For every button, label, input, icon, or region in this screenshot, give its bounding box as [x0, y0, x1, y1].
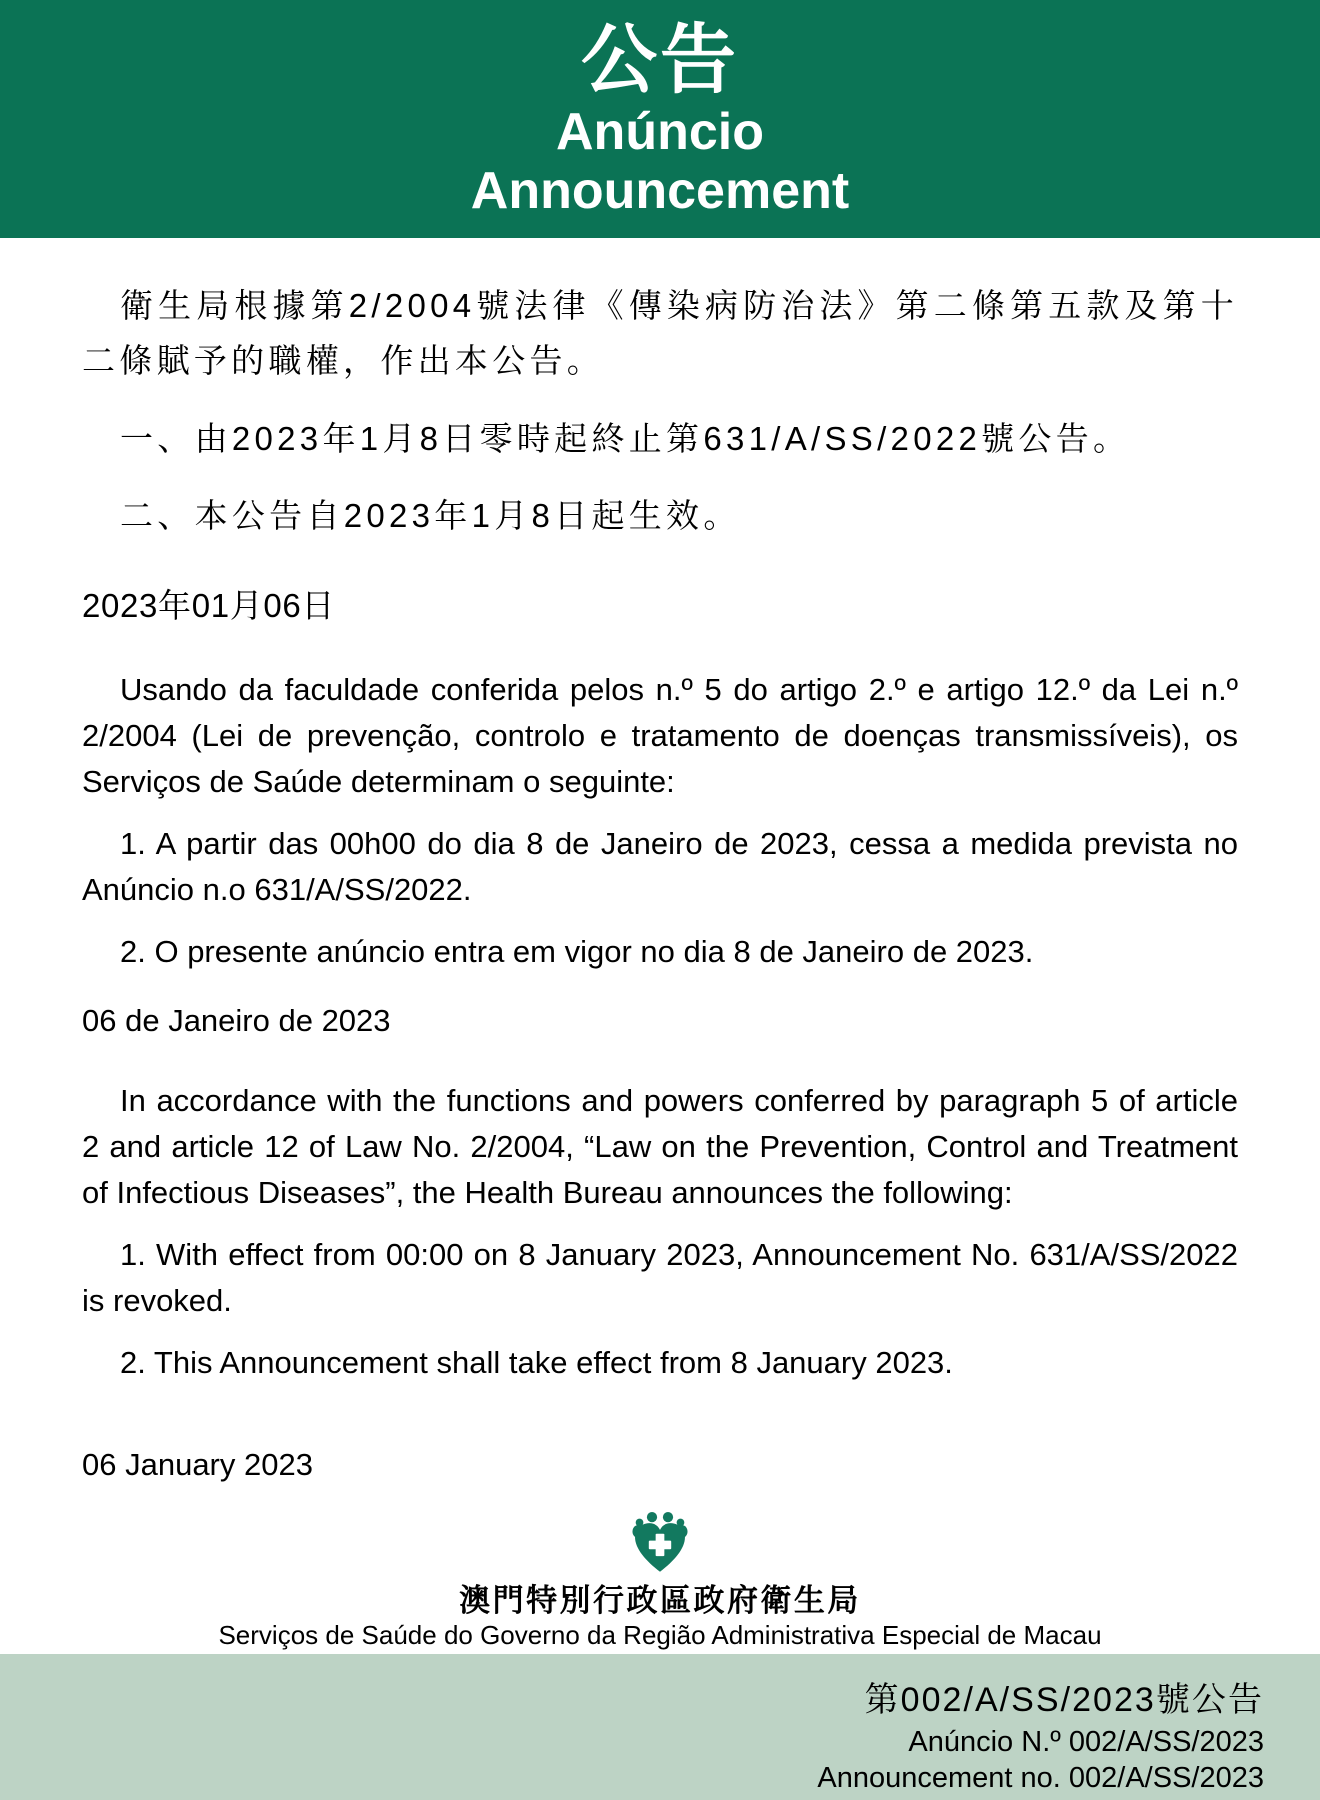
document-body: [0, 238, 1320, 1487]
reference-number-portuguese: Anúncio N.º 002/A/SS/2023: [908, 1725, 1264, 1758]
footer-reference-band: [0, 1654, 1320, 1800]
english-item-1: 1. With effect from 00:00 on 8 January 2023, Announcement No. 631/A/SS/2022 is revoked.: [82, 1236, 1238, 1318]
issuer-name-chinese: 澳門特別行政區政府衛生局: [459, 1583, 861, 1619]
chinese-date: 2023年01月06日: [82, 586, 336, 624]
reference-number-chinese: 第002/A/SS/2023號公告: [864, 1681, 1264, 1719]
english-intro-paragraph: In accordance with the functions and powers conferred by paragraph 5 of article 2 and article 12 of Law No. 2/2004, “Law on the Prevention, Control and Treatment of Infectious Diseases”, the Health Bureau announces the following:: [82, 1083, 1238, 1211]
english-item-2: 2. This Announcement shall take effect from 8 January 2023.: [120, 1344, 953, 1380]
portuguese-item-1: 1. A partir das 00h00 do dia 8 de Janeiro de 2023, cessa a medida prevista no Anúncio n.o 631/A/SS/2022.: [82, 825, 1238, 907]
header-title-chinese: 公告: [580, 18, 740, 104]
issuer-block: [0, 1510, 1320, 1654]
section-chinese: [82, 278, 1238, 633]
header-title-portuguese: Anúncio: [556, 103, 764, 162]
issuer-name-portuguese: Serviços de Saúde do Governo da Região Administrativa Especial de Macau: [218, 1619, 1102, 1650]
portuguese-date: 06 de Janeiro de 2023: [82, 1003, 391, 1039]
portuguese-item-2: 2. O presente anúncio entra em vigor no dia 8 de Janeiro de 2023.: [120, 933, 1034, 969]
section-portuguese: [82, 667, 1238, 1044]
header-banner: [0, 0, 1320, 238]
english-date: 06 January 2023: [82, 1446, 313, 1482]
portuguese-intro-paragraph: Usando da faculdade conferida pelos n.º 5 do artigo 2.º e artigo 12.º da Lei n.º 2/2004 (Lei de prevenção, controlo e tratamento de doenças transmissíveis), os Serviços de Saúde determinam o seguinte:: [82, 672, 1238, 799]
health-bureau-heart-cross-logo-icon: [628, 1510, 692, 1576]
chinese-item-1: 一、由2023年1月8日零時起終止第631/A/SS/2022號公告。: [120, 419, 1131, 457]
reference-number-english: Announcement no. 002/A/SS/2023: [817, 1761, 1264, 1794]
header-title-english: Announcement: [470, 161, 850, 220]
section-english: [82, 1078, 1238, 1487]
chinese-intro-paragraph: 衛生局根據第2/2004號法律《傳染病防治法》第二條第五款及第十二條賦予的職權，作出本公告。: [82, 287, 1238, 380]
chinese-item-2: 二、本公告自2023年1月8日起生效。: [120, 497, 741, 535]
